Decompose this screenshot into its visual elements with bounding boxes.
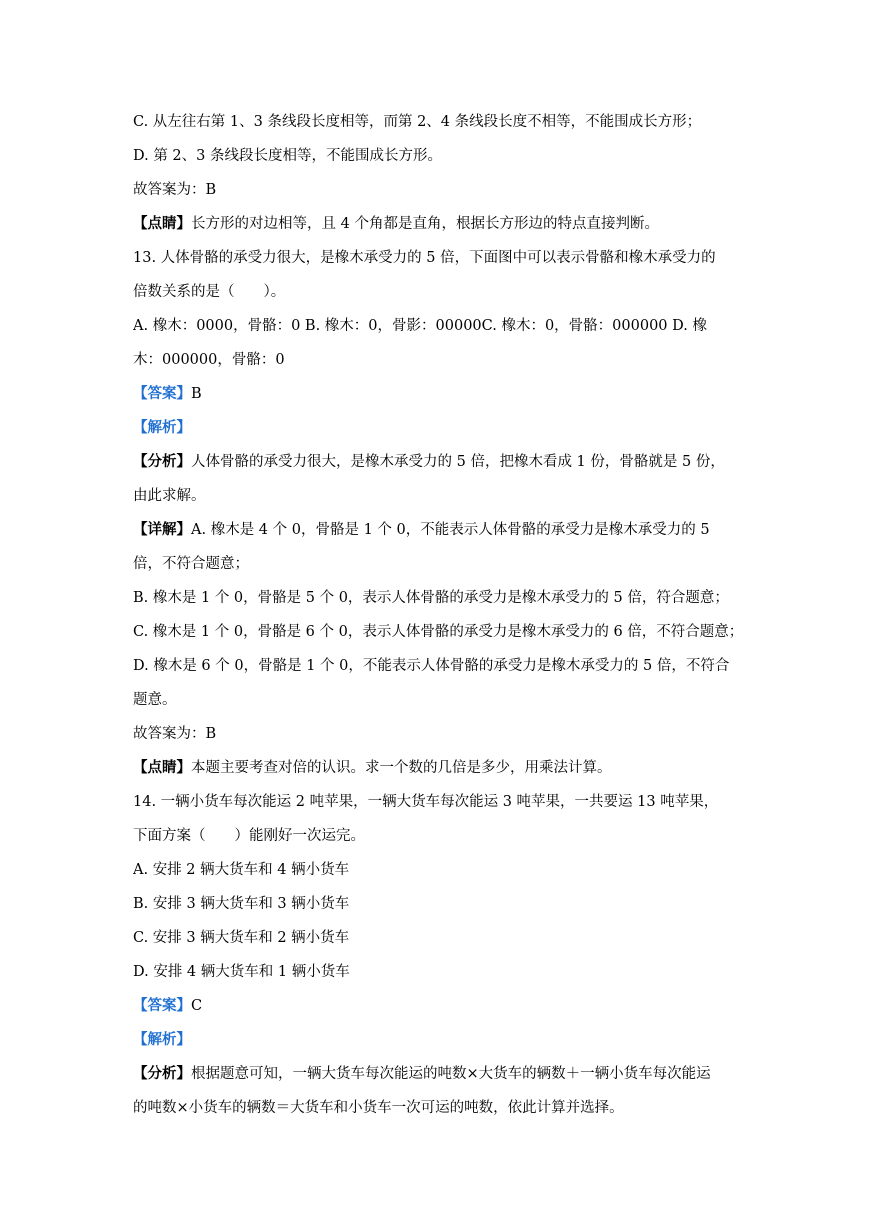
comment-tag: 【点睛】 [133, 759, 191, 776]
detail-13-line-2: 倍，不符合题意； [133, 556, 249, 572]
analysis-13-line-2: 由此求解。 [133, 488, 206, 504]
analysis-14-line-2: 的吨数×小货车的辆数＝大货车和小货车一次可运的吨数，依此计算并选择。 [133, 1100, 624, 1116]
analysis-tag: 【分析】 [133, 1065, 191, 1082]
comment-tag: 【点睛】 [133, 215, 191, 232]
answer-tag: 【答案】 [133, 385, 191, 402]
comment-13: 【点睛】本题主要考查对倍的认识。求一个数的几倍是多少，用乘法计算。 [133, 759, 612, 776]
answer-tag: 【答案】 [133, 997, 191, 1014]
detail-13-option-b: B. 橡木是 1 个 0，骨骼是 5 个 0，表示人体骨骼的承受力是橡木承受力的 5 倍，符合题意； [133, 590, 729, 606]
question-13-options-line-1: A. 橡木：0000，骨骼：0 B. 橡木：0，骨影：00000C. 橡木：0，骨骼：000000 D. 橡 [133, 318, 707, 334]
question-13-line-1: 13. 人体骨骼的承受力很大，是橡木承受力的 5 倍，下面图中可以表示骨骼和橡木承受力的 [133, 250, 716, 266]
explanation-13-heading [133, 418, 743, 438]
solution-line-c: C. 从左往右第 1、3 条线段长度相等，而第 2、4 条线段长度不相等，不能围成长方形； [133, 114, 702, 130]
question-13-options-line-2: 木：000000，骨骼：0 [133, 352, 285, 368]
solution-line-d: D. 第 2、3 条线段长度相等，不能围成长方形。 [133, 148, 442, 164]
analysis-tag: 【分析】 [133, 453, 191, 470]
final-answer-13: 故答案为：B [133, 726, 217, 742]
detail-13-option-c: C. 橡木是 1 个 0，骨骼是 6 个 0，表示人体骨骼的承受力是橡木承受力的 6 倍，不符合题意； [133, 624, 743, 640]
detail-tag: 【详解】 [133, 521, 191, 538]
detail-13-line-1: 【详解】A. 橡木是 4 个 0，骨骼是 1 个 0，不能表示人体骨骼的承受力是橡木承受力的 5 [133, 521, 710, 538]
question-14-option-c: C. 安排 3 辆大货车和 2 辆小货车 [133, 930, 350, 946]
detail-13-option-d: D. 橡木是 6 个 0，骨骼是 1 个 0，不能表示人体骨骼的承受力是橡木承受力的 5 倍，不符合 [133, 658, 730, 674]
explanation-14-heading [133, 1030, 743, 1050]
answer-14: 【答案】C [133, 997, 203, 1014]
explanation-tag: 【解析】 [133, 1031, 191, 1048]
question-14-line-2: 下面方案（ ）能刚好一次运完。 [133, 828, 365, 844]
detail-13-option-d-cont: 题意。 [133, 692, 177, 708]
question-14-option-a: A. 安排 2 辆大货车和 4 辆小货车 [133, 862, 350, 878]
question-14-line-1: 14. 一辆小货车每次能运 2 吨苹果，一辆大货车每次能运 3 吨苹果，一共要运 13 吨苹果， [133, 794, 719, 810]
comment-12: 【点睛】长方形的对边相等，且 4 个角都是直角，根据长方形边的特点直接判断。 [133, 215, 659, 232]
explanation-tag: 【解析】 [133, 419, 191, 436]
question-13-line-2: 倍数关系的是（ ）。 [133, 284, 286, 300]
analysis-13-line-1: 【分析】人体骨骼的承受力很大，是橡木承受力的 5 倍，把橡木看成 1 份，骨骼就是 5 份， [133, 453, 725, 470]
question-14-option-d: D. 安排 4 辆大货车和 1 辆小货车 [133, 964, 350, 980]
answer-13: 【答案】B [133, 385, 202, 402]
question-14-option-b: B. 安排 3 辆大货车和 3 辆小货车 [133, 896, 350, 912]
final-answer-12: 故答案为：B [133, 182, 217, 198]
analysis-14-line-1: 【分析】根据题意可知，一辆大货车每次能运的吨数×大货车的辆数＋一辆小货车每次能运 [133, 1065, 711, 1082]
